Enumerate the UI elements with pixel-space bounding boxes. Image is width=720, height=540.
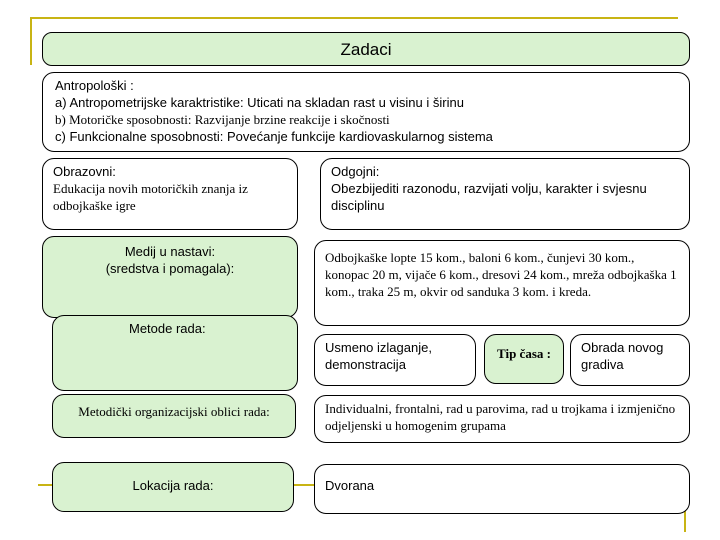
odgojni-box bbox=[320, 158, 690, 230]
metode-label-box bbox=[52, 315, 298, 391]
oblici-value-box bbox=[314, 395, 690, 443]
tip-casa-value: Obrada novog gradiva bbox=[581, 340, 664, 372]
oblici-label-box bbox=[52, 394, 296, 438]
page-title bbox=[42, 32, 690, 66]
oblici-value: Individualni, frontalni, rad u parovima, rad u trojkama i izmjenično odjeljenski u homogenim grupama bbox=[325, 401, 676, 433]
obrazovni-text: Edukacija novih motoričkih znanja iz odbojkaške igre bbox=[53, 181, 248, 213]
odgojni-text: Obezbijediti razonodu, razvijati volju, karakter i svjesnu disciplinu bbox=[331, 181, 647, 213]
obrazovni-box bbox=[42, 158, 298, 230]
lokacija-label: Lokacija rada: bbox=[132, 478, 214, 493]
metode-label: Metode rada: bbox=[129, 321, 206, 336]
decor-left-line bbox=[30, 17, 32, 65]
metode-value-box bbox=[314, 334, 476, 386]
title-text: Zadaci bbox=[340, 39, 392, 59]
lokacija-value-box bbox=[314, 464, 690, 514]
antropoloski-c: c) Funkcionalne sposobnosti: Povećanje funkcije kardiovaskularnog sistema bbox=[55, 129, 493, 144]
medij-label-box bbox=[42, 236, 298, 318]
decor-top-line bbox=[30, 17, 678, 19]
tip-casa-label-box bbox=[484, 334, 564, 384]
lokacija-label-box bbox=[52, 462, 294, 512]
oblici-label: Metodički organizacijski oblici rada: bbox=[78, 404, 270, 419]
medij-label-line2: (sredstva i pomagala): bbox=[105, 261, 235, 276]
lokacija-value: Dvorana bbox=[325, 478, 375, 493]
medij-value-box bbox=[314, 240, 690, 326]
antropoloski-a: a) Antropometrijske karaktristike: Uticati na skladan rast u visinu i širinu bbox=[55, 95, 464, 110]
tip-casa-label: Tip časa : bbox=[497, 346, 551, 361]
tip-casa-value-box bbox=[570, 334, 690, 386]
antropoloski-heading: Antropološki : bbox=[55, 78, 134, 93]
odgojni-heading: Odgojni: bbox=[331, 164, 380, 179]
obrazovni-heading: Obrazovni: bbox=[53, 164, 116, 179]
metode-value: Usmeno izlaganje, demonstracija bbox=[325, 340, 432, 372]
medij-label-line1: Medij u nastavi: bbox=[124, 244, 216, 259]
antropoloski-box bbox=[42, 72, 690, 152]
medij-value: Odbojkaške lopte 15 kom., baloni 6 kom., čunjevi 30 kom., konopac 20 m, vijače 6 kom., dresovi 24 kom., mreža odbojkaška 1 kom., traka 25 m, okvir od sanduka 3 kom. i kreda. bbox=[325, 250, 677, 299]
antropoloski-b: b) Motoričke sposobnosti: Razvijanje brzine reakcije i skočnosti bbox=[55, 112, 390, 127]
